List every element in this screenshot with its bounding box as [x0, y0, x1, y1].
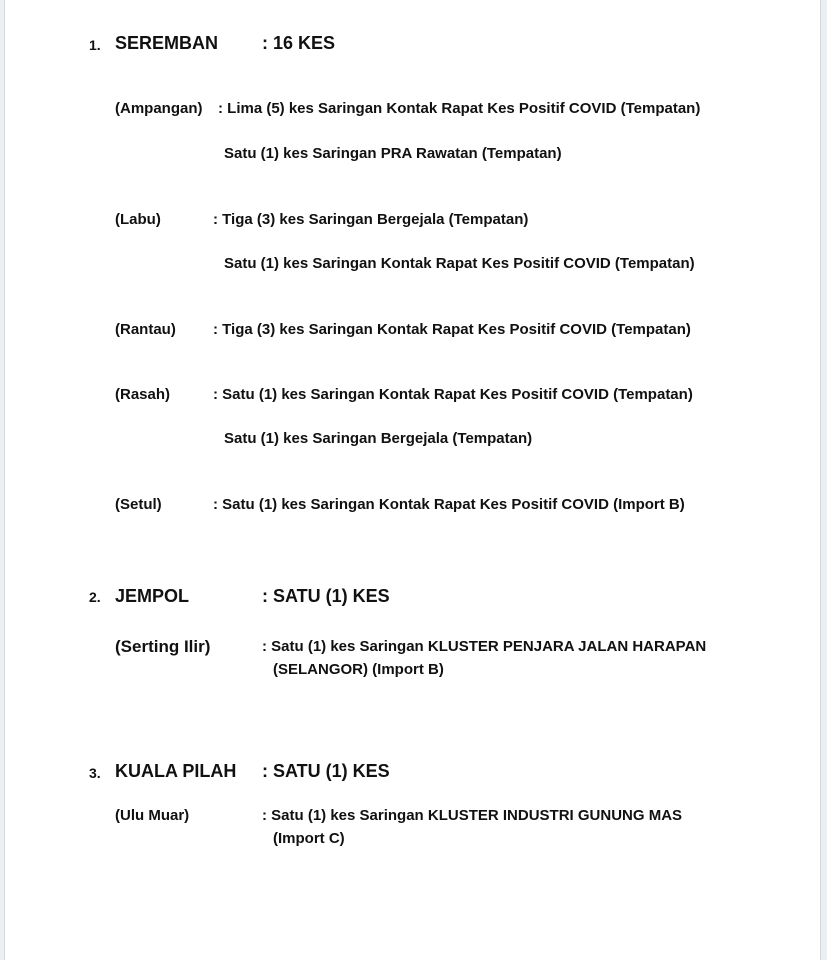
case-line: : Satu (1) kes Saringan Kontak Rapat Kes Positif COVID (Tempatan) [213, 386, 693, 403]
case-line: Satu (1) kes Saringan Bergejala (Tempatan) [224, 430, 533, 447]
case-line: : Tiga (3) kes Saringan Bergejala (Tempatan) [213, 211, 529, 228]
section-number: 2. [89, 589, 101, 605]
section-number: 3. [89, 765, 101, 781]
case-line: (Import C) [273, 830, 345, 847]
area-label: (Ampangan) [115, 100, 203, 117]
case-line: : Tiga (3) kes Saringan Kontak Rapat Kes Positif COVID (Tempatan) [213, 321, 691, 338]
section-number: 1. [89, 37, 101, 53]
document-page [4, 0, 821, 960]
case-line: Satu (1) kes Saringan PRA Rawatan (Tempatan) [224, 145, 562, 162]
area-label: (Rantau) [115, 321, 176, 338]
case-line: : Lima (5) kes Saringan Kontak Rapat Kes Positif COVID (Tempatan) [218, 100, 701, 117]
section-district: JEMPOL [115, 586, 190, 606]
section-district: SEREMBAN [115, 33, 219, 53]
section-total: : SATU (1) KES [262, 761, 390, 781]
case-line: Satu (1) kes Saringan Kontak Rapat Kes Positif COVID (Tempatan) [224, 255, 695, 272]
section-total: : 16 KES [262, 33, 336, 53]
case-line: : Satu (1) kes Saringan Kontak Rapat Kes Positif COVID (Import B) [213, 496, 685, 513]
area-label: (Setul) [115, 496, 162, 513]
area-label: (Serting Ilir) [115, 637, 211, 656]
section-district: KUALA PILAH [115, 761, 237, 781]
case-line: : Satu (1) kes Saringan KLUSTER INDUSTRI GUNUNG MAS [262, 807, 683, 824]
section-total: : SATU (1) KES [262, 586, 390, 606]
case-line: (SELANGOR) (Import B) [273, 661, 444, 678]
area-label: (Labu) [115, 211, 161, 228]
area-label: (Rasah) [115, 386, 171, 403]
case-line: : Satu (1) kes Saringan KLUSTER PENJARA JALAN HARAPAN [262, 638, 707, 655]
area-label: (Ulu Muar) [115, 807, 190, 824]
